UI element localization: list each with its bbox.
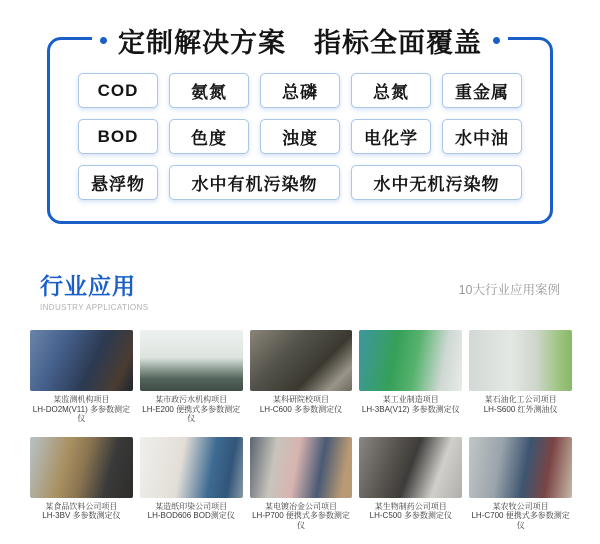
case-photo-monitoring — [30, 330, 133, 391]
case-instrument-model: LH-E200 便携式多参数测定仪 — [142, 404, 241, 423]
case-card-4 — [359, 330, 462, 424]
solution-title — [92, 21, 508, 59]
case-caption — [359, 395, 462, 414]
case-photo-biopharma — [359, 437, 462, 498]
tag-turbidity: 浊度 — [260, 119, 340, 154]
tag-row-2 — [78, 119, 522, 154]
title-left-dot-icon — [100, 37, 107, 44]
case-photo-research-institute — [250, 330, 353, 391]
case-instrument-model: LH-C500 多参数测定仪 — [369, 511, 452, 520]
case-project-name: 某生物制药公司项目 — [374, 501, 447, 511]
case-caption — [30, 395, 133, 424]
tag-total-nitrogen: 总氮 — [351, 73, 431, 108]
tag-chroma: 色度 — [169, 119, 249, 154]
tag-bod: BOD — [78, 119, 158, 154]
tag-row-3 — [78, 165, 522, 200]
case-instrument-model: LH-BOD606 BOD测定仪 — [147, 511, 235, 520]
title-right-dot-icon — [493, 37, 500, 44]
industry-title: 行业应用 — [40, 273, 136, 299]
case-caption — [469, 502, 572, 531]
tag-electrochemistry: 电化学 — [351, 119, 431, 154]
case-project-name: 某农牧公司项目 — [492, 501, 549, 511]
case-project-name: 某监测机构项目 — [53, 395, 110, 404]
indicator-tags — [78, 73, 522, 200]
industry-header — [40, 268, 560, 312]
case-card-5 — [469, 330, 572, 424]
case-caption — [140, 502, 243, 521]
case-instrument-model: LH-DO2M(V11) 多参数测定仪 — [32, 404, 130, 423]
tag-row-1 — [78, 73, 522, 108]
case-caption — [250, 395, 353, 414]
industry-case-count: 10大行业应用案例 — [458, 283, 560, 297]
case-photo-industrial-manufacturing — [359, 330, 462, 391]
tag-heavy-metal: 重金属 — [442, 73, 522, 108]
case-caption — [140, 395, 243, 424]
case-card-9 — [359, 437, 462, 531]
case-card-8 — [250, 437, 353, 531]
case-caption — [359, 502, 462, 521]
solution-box — [47, 27, 553, 224]
case-photo-petrochemical — [469, 330, 572, 391]
case-caption — [469, 395, 572, 414]
case-instrument-model: LH-C600 多参数测定仪 — [259, 404, 343, 414]
tag-inorganic-pollutants: 水中无机污染物 — [351, 165, 522, 200]
tag-total-phosphorus: 总磷 — [260, 73, 340, 108]
case-project-name: 某科研院校项目 — [272, 395, 329, 404]
case-photo-electroplating-metallurgy — [250, 437, 353, 498]
case-instrument-model: LH-P700 便携式多参数测定仪 — [252, 511, 350, 530]
tag-cod: COD — [78, 73, 158, 108]
case-card-1 — [30, 330, 133, 424]
case-instrument-model: LH-S600 红外测油仪 — [483, 404, 558, 414]
industry-subtitle: INDUSTRY APPLICATIONS — [40, 303, 149, 312]
case-instrument-model: LH-C700 便携式多参数测定仪 — [471, 511, 570, 530]
case-photo-agriculture — [469, 437, 572, 498]
case-instrument-model: LH-3BA(V12) 多参数测定仪 — [361, 404, 460, 414]
tag-ammonia: 氨氮 — [169, 73, 249, 108]
industry-title-block — [40, 268, 148, 312]
tag-organic-pollutants: 水中有机污染物 — [169, 165, 340, 200]
case-card-6 — [30, 437, 133, 531]
case-card-7 — [140, 437, 243, 531]
case-project-name: 某食品饮料公司项目 — [45, 501, 118, 511]
tag-suspended-solids: 悬浮物 — [78, 165, 158, 200]
case-caption — [30, 502, 133, 521]
cases-grid — [30, 330, 572, 530]
case-card-3 — [250, 330, 353, 424]
case-project-name: 某电镀冶金公司项目 — [264, 501, 337, 511]
case-photo-food-beverage — [30, 437, 133, 498]
case-instrument-model: LH-3BV 多参数测定仪 — [42, 511, 121, 520]
case-photo-paper-dyeing — [140, 437, 243, 498]
case-card-2 — [140, 330, 243, 424]
solution-title-text: 定制解决方案 指标全面覆盖 — [118, 27, 482, 58]
tag-oil-in-water: 水中油 — [442, 119, 522, 154]
case-project-name: 某市政污水机构项目 — [155, 395, 228, 404]
case-card-10 — [469, 437, 572, 531]
case-project-name: 某石油化工公司项目 — [484, 395, 557, 404]
case-project-name: 某工业制造项目 — [382, 395, 439, 404]
case-project-name: 某造纸印染公司项目 — [155, 501, 228, 511]
case-caption — [250, 502, 353, 531]
case-photo-municipal-sewage — [140, 330, 243, 391]
